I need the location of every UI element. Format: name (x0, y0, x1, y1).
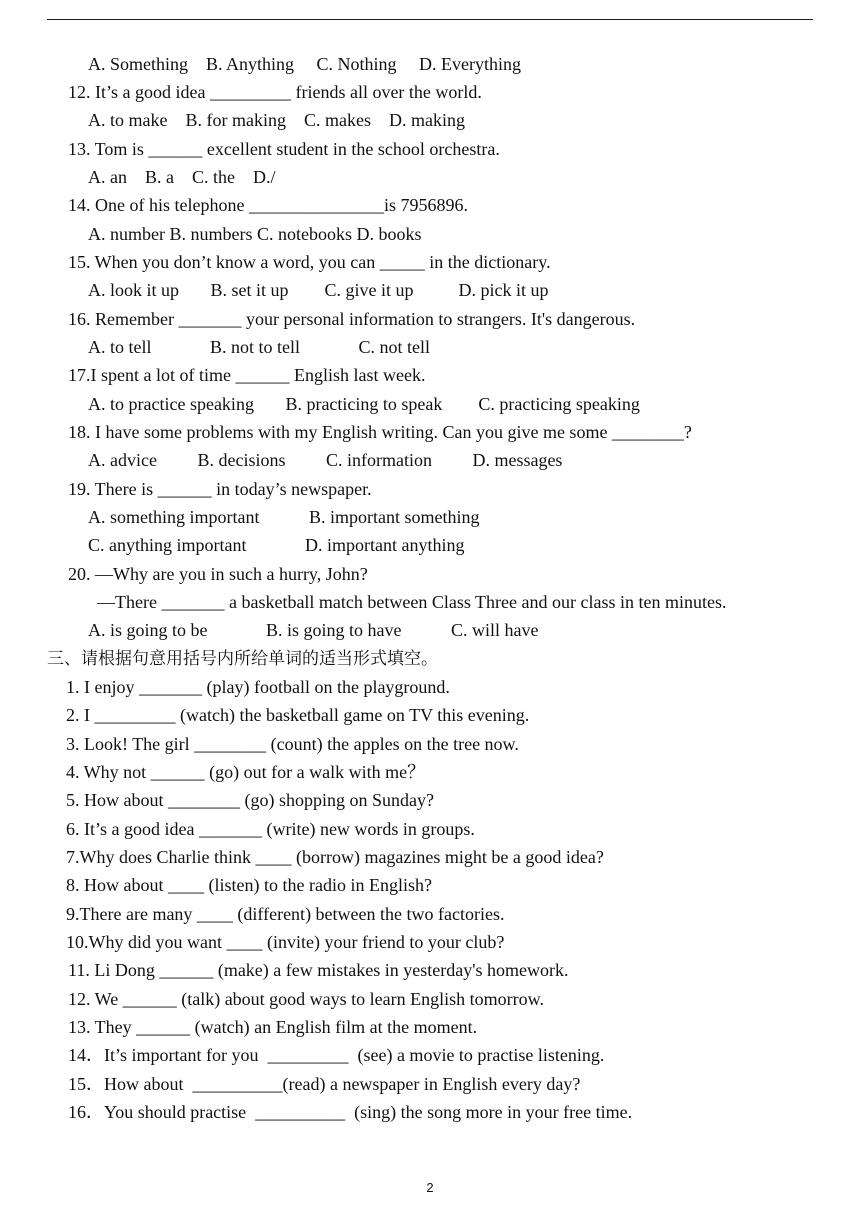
fill-item-16: 16．You should practise __________ (sing) the song more in your free time. (68, 1102, 633, 1122)
page-number: 2 (426, 1180, 434, 1195)
q18-stem: 18. I have some problems with my English writing. Can you give me some ________? (68, 422, 692, 442)
q12-stem: 12. It’s a good idea _________ friends all over the world. (68, 82, 482, 102)
fill-item-1: 1. I enjoy _______ (play) football on the playground. (66, 677, 450, 697)
fill-item-15: 15．How about __________(read) a newspaper in English every day? (68, 1074, 581, 1094)
q15-options: A. look it up B. set it up C. give it up D. pick it up (88, 280, 549, 300)
q18-options: A. advice B. decisions C. information D. messages (88, 450, 563, 470)
fill-item-13: 13. They ______ (watch) an English film at the moment. (68, 1017, 478, 1037)
q17-stem: 17.I spent a lot of time ______ English last week. (68, 365, 426, 385)
q15-stem: 15. When you don’t know a word, you can _____ in the dictionary. (68, 252, 551, 272)
q13-stem: 13. Tom is ______ excellent student in the school orchestra. (68, 139, 500, 159)
q20-stem-2: —There _______ a basketball match between Class Three and our class in ten minutes. (97, 592, 727, 612)
fill-item-6: 6. It’s a good idea _______ (write) new words in groups. (66, 819, 475, 839)
fill-item-5: 5. How about ________ (go) shopping on Sunday? (66, 790, 434, 810)
top-rule (47, 19, 813, 20)
fill-item-3: 3. Look! The girl ________ (count) the apples on the tree now. (66, 734, 519, 754)
fill-item-4: 4. Why not ______ (go) out for a walk with me？ (66, 762, 426, 782)
q12-options: A. to make B. for making C. makes D. making (88, 110, 465, 130)
fill-item-10: 10.Why did you want ____ (invite) your friend to your club? (66, 932, 505, 952)
section-3-heading: 三、请根据句意用括号内所给单词的适当形式填空。 (47, 649, 438, 669)
fill-item-7: 7.Why does Charlie think ____ (borrow) magazines might be a good idea? (66, 847, 604, 867)
fill-item-2: 2. I _________ (watch) the basketball game on TV this evening. (66, 705, 530, 725)
q20-options: A. is going to be B. is going to have C. will have (88, 620, 539, 640)
q17-options: A. to practice speaking B. practicing to speak C. practicing speaking (88, 394, 640, 414)
fill-item-11: 11. Li Dong ______ (make) a few mistakes in yesterday's homework. (68, 960, 569, 980)
fill-item-12: 12. We ______ (talk) about good ways to learn English tomorrow. (68, 989, 544, 1009)
q16-stem: 16. Remember _______ your personal information to strangers. It's dangerous. (68, 309, 636, 329)
q20-stem: 20. —Why are you in such a hurry, John? (68, 564, 368, 584)
q19-options: A. something important B. important something (88, 507, 480, 527)
fill-item-14: 14．It’s important for you _________ (see) a movie to practise listening. (68, 1045, 605, 1065)
q13-options: A. an B. a C. the D./ (88, 167, 276, 187)
fill-item-8: 8. How about ____ (listen) to the radio in English? (66, 875, 432, 895)
q19-stem: 19. There is ______ in today’s newspaper. (68, 479, 372, 499)
q11-options: A. Something B. Anything C. Nothing D. Everything (88, 54, 522, 74)
q14-stem: 14. One of his telephone _______________is 7956896. (68, 195, 468, 215)
q16-options: A. to tell B. not to tell C. not tell (88, 337, 430, 357)
fill-item-9: 9.There are many ____ (different) between the two factories. (66, 904, 505, 924)
q19-options-2: C. anything important D. important anything (88, 535, 465, 555)
q14-options: A. number B. numbers C. notebooks D. books (88, 224, 422, 244)
